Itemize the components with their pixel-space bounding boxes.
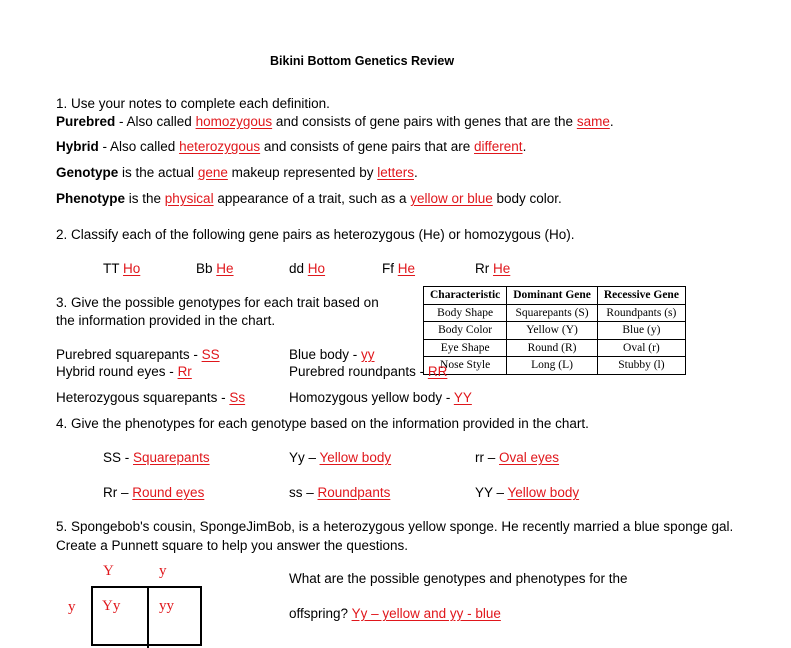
label: Hybrid round eyes - [56, 364, 178, 379]
phenotype-item [103, 486, 204, 500]
pair: Rr [475, 261, 490, 276]
answer: Rr [177, 364, 192, 379]
q3-prompt-line1: 3. Give the possible genotypes for each trait based on [56, 295, 379, 310]
q5-prompt-line1: 5. Spongebob's cousin, SpongeJimBob, is a heterozygous yellow sponge. He recently married a blue sponge gal. [56, 519, 734, 534]
answer: RR [427, 364, 448, 379]
chart-cell: Stubby (l) [597, 357, 685, 375]
gene-pair [196, 262, 234, 276]
table-row [424, 357, 686, 375]
answer: Yy – yellow and yy - blue [351, 606, 501, 621]
text: - Also called [98, 139, 180, 154]
q2-prompt: 2. Classify each of the following gene pairs as heterozygous (He) or homozygous (Ho). [56, 227, 575, 242]
phenotype-item [475, 486, 579, 500]
q3-prompt-line2: the information provided in the chart. [56, 313, 276, 328]
chart-header-row [424, 287, 686, 305]
pair: Bb [196, 261, 213, 276]
punnett-cell: Yy [102, 598, 121, 614]
text: and consists of gene pairs with genes that are the [272, 114, 577, 129]
phenotype-item [475, 451, 559, 465]
term: Genotype [56, 165, 119, 180]
answer: Squarepants [133, 450, 210, 465]
chart-header: Characteristic [424, 287, 507, 305]
answer: He [493, 261, 511, 276]
answer: yy [361, 347, 375, 362]
genotype-item [289, 348, 375, 362]
genotype-item [56, 365, 192, 379]
answer: He [397, 261, 416, 276]
punnett-top-allele: y [159, 563, 167, 579]
genotype-definition [56, 166, 418, 180]
answer: physical [164, 191, 214, 206]
hybrid-definition [56, 140, 526, 154]
phenotype-definition [56, 192, 562, 206]
genotype-item [289, 365, 447, 379]
label: Heterozygous squarepants - [56, 390, 230, 405]
q5-prompt-line2: Create a Punnett square to help you answer the questions. [56, 538, 408, 553]
label: YY – [475, 485, 508, 500]
label: Purebred squarepants - [56, 347, 202, 362]
punnett-side-allele: y [68, 599, 76, 615]
q5-question-line1: What are the possible genotypes and phenotypes for the [289, 571, 628, 586]
answer: letters [377, 165, 414, 180]
term: Hybrid [56, 139, 99, 154]
genotype-item [56, 391, 245, 405]
chart-header: Dominant Gene [507, 287, 598, 305]
label: Homozygous yellow body - [289, 390, 454, 405]
chart-cell: Eye Shape [424, 339, 507, 357]
chart-cell: Oval (r) [597, 339, 685, 357]
answer: homozygous [195, 114, 273, 129]
answer: Ho [307, 261, 326, 276]
page-title: Bikini Bottom Genetics Review [270, 54, 455, 68]
phenotype-item [103, 451, 210, 465]
term: Phenotype [56, 191, 126, 206]
chart-cell: Roundpants (s) [597, 304, 685, 322]
purebred-definition [56, 115, 614, 129]
chart-cell: Blue (y) [597, 322, 685, 340]
answer: SS [201, 347, 220, 362]
text: makeup represented by [227, 165, 378, 180]
gene-pair [382, 262, 415, 276]
label: rr – [475, 450, 500, 465]
chart-cell: Long (L) [507, 357, 598, 375]
phenotype-item [289, 486, 390, 500]
pair: Ff [382, 261, 394, 276]
text: appearance of a trait, such as a [213, 191, 411, 206]
answer: Oval eyes [499, 450, 560, 465]
genotype-item [56, 348, 220, 362]
punnett-top-allele: Y [103, 563, 114, 579]
q5-question-line2 [289, 607, 501, 621]
answer: same [576, 114, 610, 129]
label: Rr – [103, 485, 133, 500]
answer: different [474, 139, 523, 154]
answer: Round eyes [132, 485, 205, 500]
chart-cell: Squarepants (S) [507, 304, 598, 322]
pair: dd [289, 261, 305, 276]
text: . [522, 139, 527, 154]
text: offspring? [289, 606, 352, 621]
q4-prompt: 4. Give the phenotypes for each genotype based on the information provided in the chart. [56, 416, 589, 431]
answer: Ho [123, 261, 141, 276]
label: Purebred roundpants - [289, 364, 428, 379]
text: is the actual [118, 165, 198, 180]
pair: TT [103, 261, 120, 276]
gene-pair [475, 262, 510, 276]
chart-header: Recessive Gene [597, 287, 685, 305]
table-row [424, 322, 686, 340]
gene-pair [289, 262, 325, 276]
answer: YY [453, 390, 472, 405]
text: . [609, 114, 614, 129]
text: . [413, 165, 418, 180]
answer: Roundpants [317, 485, 391, 500]
q1-prompt: 1. Use your notes to complete each definition. [56, 96, 330, 111]
table-row [424, 304, 686, 322]
chart-cell: Body Color [424, 322, 507, 340]
term: Purebred [56, 114, 116, 129]
text: and consists of gene pairs that are [260, 139, 475, 154]
trait-chart [423, 286, 686, 375]
punnett-divider [147, 588, 149, 648]
label: Yy – [289, 450, 320, 465]
punnett-cell: yy [159, 598, 174, 614]
text: - Also called [115, 114, 196, 129]
gene-pair [103, 262, 140, 276]
text: is the [125, 191, 165, 206]
answer: Ss [229, 390, 246, 405]
chart-cell: Body Shape [424, 304, 507, 322]
answer: Yellow body [319, 450, 392, 465]
chart-cell: Round (R) [507, 339, 598, 357]
punnett-square [91, 586, 202, 646]
genotype-item [289, 391, 472, 405]
answer: heterozygous [179, 139, 261, 154]
answer: gene [197, 165, 228, 180]
chart-cell: Yellow (Y) [507, 322, 598, 340]
label: ss – [289, 485, 318, 500]
chart-cell: Nose Style [424, 357, 507, 375]
answer: He [216, 261, 234, 276]
table-row [424, 339, 686, 357]
answer: yellow or blue [410, 191, 493, 206]
answer: Yellow body [507, 485, 580, 500]
label: Blue body - [289, 347, 362, 362]
text: body color. [492, 191, 562, 206]
phenotype-item [289, 451, 391, 465]
label: SS - [103, 450, 134, 465]
